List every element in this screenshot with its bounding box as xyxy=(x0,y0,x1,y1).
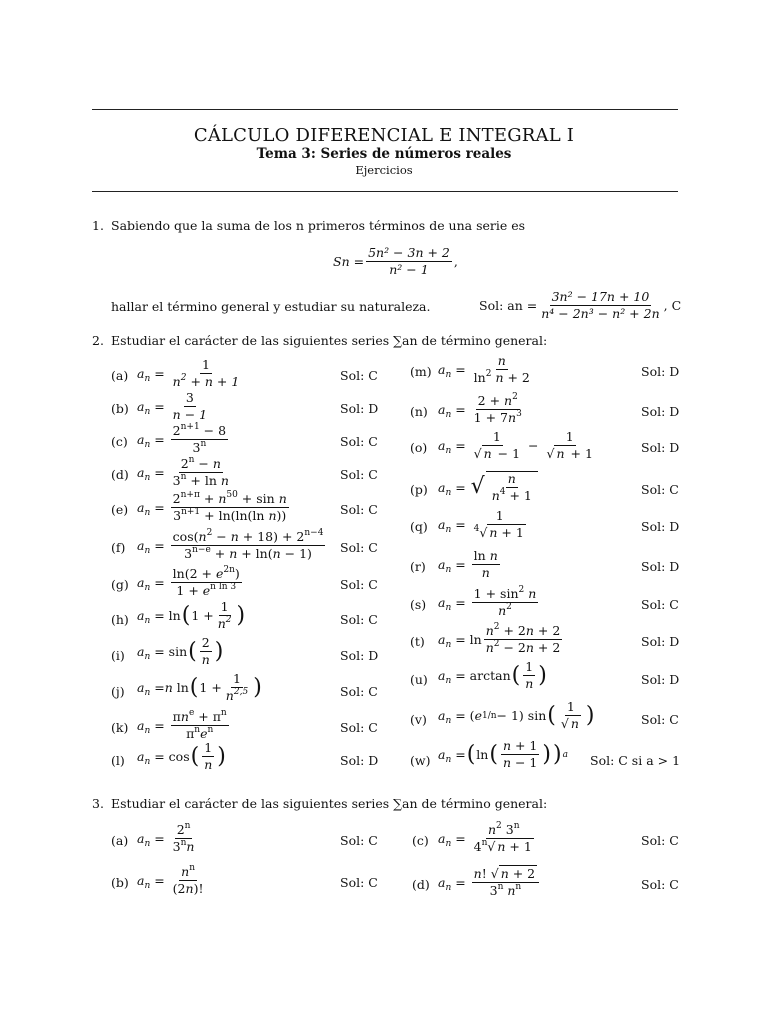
ex2-f-formula: $a_n$ = $\frac{\cos(n^2 - n + 18) + 2^{n-4}}{3^{n-e} + n + \ln(n - 1)}$ xyxy=(137,528,324,562)
ex2-a-label: (a) xyxy=(111,368,129,383)
ex2-statement: Estudiar el carácter de las siguientes series ∑an de término general: xyxy=(111,333,548,348)
ex2-d-label: (d) xyxy=(111,467,129,482)
ex3-b-label: (b) xyxy=(111,875,129,890)
ex2-u-label: (u) xyxy=(410,672,428,687)
ex3-d-sol: Sol: C xyxy=(641,877,679,892)
ex2-s-formula: $a_n$ = $\frac{1 + \sin^2 n}{n^2}$ xyxy=(438,585,537,619)
ex3-c-label: (c) xyxy=(412,833,429,848)
ex2-c-formula: $a_n$ = $\frac{2^{n+1} - 8}{3^n}$ xyxy=(137,422,227,456)
ex1-sol-fraction xyxy=(539,290,661,322)
ex2-g-label: (g) xyxy=(111,577,129,592)
ex2-u-sol: Sol: D xyxy=(641,672,680,687)
ex2-v-formula: $a_n$ = ( e 1/n − 1) sin ( $\frac{1}{√ n}$ ) xyxy=(438,699,595,732)
ex2-o-label: (o) xyxy=(410,440,428,455)
ex2-number: 2. xyxy=(92,333,104,348)
ex2-p-formula: $a_n$ = √ $\frac{n}{n^4 + 1}$ xyxy=(438,471,538,504)
ex1-sol-prefix: Sol: an = xyxy=(479,298,538,314)
top-rule xyxy=(92,109,678,110)
ex2-t-label: (t) xyxy=(410,634,425,649)
ex1-solution xyxy=(479,290,681,322)
header-bottom-rule xyxy=(92,191,678,192)
ex2-j-formula: $a_n$ = n ln ( 1 + $\frac{1}{n^{2,5}}$ ) xyxy=(137,671,262,704)
ex2-m-label: (m) xyxy=(410,364,432,379)
ex2-b-sol: Sol: D xyxy=(340,401,379,416)
ex2-g-sol: Sol: C xyxy=(340,577,378,592)
ex2-q-label: (q) xyxy=(410,519,428,534)
ex2-f-sol: Sol: C xyxy=(340,540,378,555)
ex2-p-sol: Sol: C xyxy=(641,482,679,497)
ex3-d-label: (d) xyxy=(412,877,430,892)
ex2-g-formula: $a_n$ = $\frac{\ln(2 + e^{2n})}{1 + e^{n ln 3}}$ xyxy=(137,565,240,599)
ex2-m-sol: Sol: D xyxy=(641,364,680,379)
ex2-d-formula: $a_n$ = $\frac{2^n - n}{3^n + \ln n}$ xyxy=(137,455,229,489)
ex2-q-formula: $a_n$ = $\frac{1}{^4√ n + 1}$ xyxy=(438,508,524,541)
ex2-w-sol: Sol: C si a > 1 xyxy=(590,753,681,768)
ex2-v-sol: Sol: C xyxy=(641,712,679,727)
ex2-s-label: (s) xyxy=(410,597,427,612)
ex2-e-label: (e) xyxy=(111,502,129,517)
ex3-b-formula: $a_n$ = $\frac{n^n}{(2n)!}$ xyxy=(137,863,204,897)
ex2-r-sol: Sol: D xyxy=(641,559,680,574)
ex2-r-formula: $a_n$ = $\frac{\text{ln n}}{n}$ xyxy=(438,548,498,581)
ex2-j-sol: Sol: C xyxy=(340,684,378,699)
ex2-i-label: (i) xyxy=(111,648,125,663)
ex2-h-formula: $a_n$ = ln ( 1 + $\frac{1}{n^2}$ ) xyxy=(137,599,246,632)
ex2-o-sol: Sol: D xyxy=(641,440,680,455)
ex2-h-label: (h) xyxy=(111,612,129,627)
ex2-k-sol: Sol: C xyxy=(340,720,378,735)
ex2-e-formula: $a_n$ = $\frac{2^{n+\pi} + n^{50} + \sin n}{3^{n+1} + \ln(\ln(\ln n))}$ xyxy=(137,490,287,524)
ex3-b-sol: Sol: C xyxy=(340,875,378,890)
ex2-w-label: (w) xyxy=(410,753,431,768)
ex1-formula-tail: , xyxy=(453,254,458,270)
ex2-i-sol: Sol: D xyxy=(340,648,379,663)
ex2-k-label: (k) xyxy=(111,720,129,735)
ex3-a-label: (a) xyxy=(111,833,129,848)
ex2-c-sol: Sol: C xyxy=(340,434,378,449)
ex2-m-formula: $a_n$ = $\frac{n}{\ln^2 n + 2}$ xyxy=(438,353,530,386)
ex2-n-label: (n) xyxy=(410,404,428,419)
page-title: CÁLCULO DIFERENCIAL E INTEGRAL I xyxy=(193,125,575,146)
ex2-h-sol: Sol: C xyxy=(340,612,378,627)
ex2-v-label: (v) xyxy=(410,712,427,727)
ex1-formula-num: 5n² − 3n + 2 xyxy=(366,246,452,262)
ex2-n-formula: $a_n$ = $\frac{2 + n^2}{1 + 7n^3}$ xyxy=(438,392,522,426)
ex2-t-sol: Sol: D xyxy=(641,634,680,649)
ex2-l-formula: $a_n$ = cos ( $\frac{1}{n}$ ) xyxy=(137,740,226,773)
ex2-a-sol: Sol: C xyxy=(340,368,378,383)
page-subtitle: Tema 3: Series de números reales xyxy=(256,146,512,162)
ex2-l-label: (l) xyxy=(111,753,125,768)
ex2-f-label: (f) xyxy=(111,540,126,555)
ex1-statement: Sabiendo que la suma de los n primeros términos de una serie es xyxy=(111,218,526,233)
ex2-o-formula: $a_n$ = $\frac{1}{√ n - 1}$ − $\frac{1}{√ n + 1}$ xyxy=(438,429,593,462)
ex2-w-formula: $a_n$ = ( ln ( $\frac{n + 1}{n - 1}$ ) ) a xyxy=(438,738,568,771)
ex1-formula-den: n² − 1 xyxy=(389,262,429,278)
ex2-k-formula: $a_n$ = $\frac{\pi n^e + \pi^n}{\pi^ne^n}$ xyxy=(137,708,227,742)
ex2-c-label: (c) xyxy=(111,434,128,449)
page-section: Ejercicios xyxy=(355,163,413,177)
ex1-sol-suffix: , C xyxy=(663,298,682,314)
ex1-sol-num: 3n² − 17n + 10 xyxy=(550,290,652,306)
ex3-a-sol: Sol: C xyxy=(340,833,378,848)
ex2-s-sol: Sol: C xyxy=(641,597,679,612)
ex3-c-sol: Sol: C xyxy=(641,833,679,848)
ex3-c-formula: $a_n$ = $\frac{n^2 3^n}{4^n√ n + 1}$ xyxy=(438,821,532,855)
ex3-number: 3. xyxy=(92,796,104,811)
ex2-n-sol: Sol: D xyxy=(641,404,680,419)
ex1-sol-den: n⁴ − 2n³ − n² + 2n xyxy=(541,306,660,322)
ex1-formula-lhs: Sn = xyxy=(333,254,365,270)
ex3-a-formula: $a_n$ = $\frac{2^n}{3^nn}$ xyxy=(137,821,195,855)
ex2-r-label: (r) xyxy=(410,559,426,574)
ex2-d-sol: Sol: C xyxy=(340,467,378,482)
ex2-i-formula: $a_n$ = sin ( $\frac{2}{n}$ ) xyxy=(137,635,224,668)
ex1-number: 1. xyxy=(92,218,104,233)
ex2-e-sol: Sol: C xyxy=(340,502,378,517)
ex2-q-sol: Sol: D xyxy=(641,519,680,534)
ex2-b-formula: $a_n$ = $\frac{3}{n - 1}$ xyxy=(137,390,208,423)
ex2-b-label: (b) xyxy=(111,401,129,416)
ex1-formula xyxy=(333,246,458,278)
ex2-j-label: (j) xyxy=(111,684,125,699)
ex2-u-formula: $a_n$ = arctan ( $\frac{1}{n}$ ) xyxy=(438,659,547,692)
ex2-p-label: (p) xyxy=(410,482,428,497)
ex2-a-formula: $a_n$ = $\frac{1}{n^2 + n + 1}$ xyxy=(137,357,240,390)
ex3-d-formula: $a_n$ = $\frac{n! √ n + 2}{3^n n^n}$ xyxy=(438,867,541,899)
ex2-l-sol: Sol: D xyxy=(340,753,379,768)
ex2-t-formula: $a_n$ = ln $\frac{n^2 + 2n + 2}{n^2 - 2n + 2}$ xyxy=(438,622,561,656)
ex1-formula-fraction xyxy=(366,246,452,278)
ex1-task: hallar el término general y estudiar su naturaleza. xyxy=(111,299,431,314)
ex3-statement: Estudiar el carácter de las siguientes series ∑an de término general: xyxy=(111,796,548,811)
